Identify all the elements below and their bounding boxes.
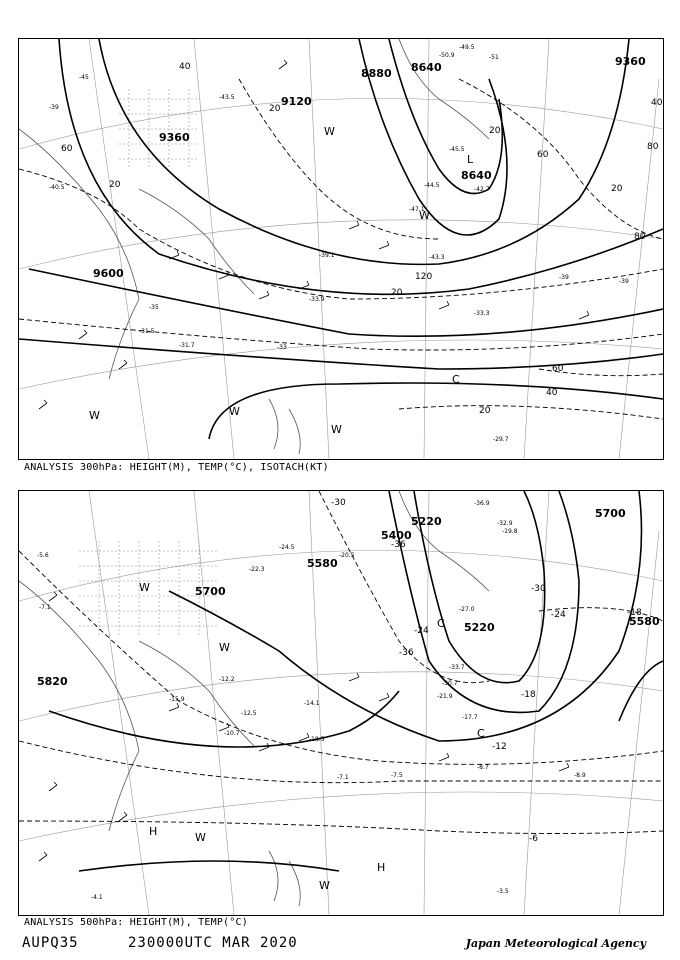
isotherm-label: -30 bbox=[531, 584, 546, 594]
isotach-label: 80 bbox=[634, 232, 646, 242]
obs-temp: -33 bbox=[277, 344, 287, 351]
obs-temp: -12.5 bbox=[241, 710, 257, 717]
obs-temp: -32.9 bbox=[497, 520, 513, 527]
isotach-label: 60 bbox=[537, 150, 549, 160]
obs-temp: -15.9 bbox=[169, 696, 185, 703]
warm-symbol: W bbox=[219, 641, 230, 654]
height-contours bbox=[49, 491, 663, 871]
warm-symbol: W bbox=[331, 423, 342, 436]
obs-temp: -20.5 bbox=[339, 552, 355, 559]
height-label: 9600 bbox=[93, 267, 124, 280]
isotach-label: 80 bbox=[647, 142, 659, 152]
height-label: 8640 bbox=[411, 61, 442, 74]
height-label: 9360 bbox=[615, 55, 646, 68]
obs-temp: -29.7 bbox=[493, 436, 509, 443]
obs-temp: -17.7 bbox=[462, 714, 478, 721]
obs-temp: -4.1 bbox=[91, 894, 103, 901]
obs-temp: -39.1 bbox=[319, 252, 335, 259]
high-center-symbol: H bbox=[149, 825, 158, 838]
height-label: 5580 bbox=[307, 557, 338, 570]
height-labels bbox=[37, 507, 660, 688]
map-500hpa-svg bbox=[19, 491, 663, 915]
isotach-contours bbox=[19, 79, 663, 419]
isotherm-label: -18 bbox=[627, 608, 642, 618]
isotach-label: 40 bbox=[651, 98, 663, 108]
obs-temp: -47.1 bbox=[409, 206, 425, 213]
obs-temp: -30.7 bbox=[442, 680, 458, 687]
obs-temp: -51 bbox=[489, 54, 499, 61]
isotach-label: 20 bbox=[391, 288, 403, 298]
height-label: 5220 bbox=[464, 621, 495, 634]
height-label: 9360 bbox=[159, 131, 190, 144]
height-label: 5580 bbox=[629, 615, 660, 628]
coastlines bbox=[19, 491, 489, 906]
obs-temp: -31.5 bbox=[139, 328, 155, 335]
warm-symbol: W bbox=[89, 409, 100, 422]
height-labels bbox=[93, 55, 646, 280]
obs-temp: -18.5 bbox=[309, 736, 325, 743]
height-label: 5700 bbox=[595, 507, 626, 520]
isotach-label: 60 bbox=[552, 364, 564, 374]
height-label: 5220 bbox=[411, 515, 442, 528]
obs-temp: -45 bbox=[79, 74, 89, 81]
obs-temp: -42.7 bbox=[474, 186, 490, 193]
warm-symbol: W bbox=[139, 581, 150, 594]
isotherm-label: -18 bbox=[521, 690, 536, 700]
obs-temp: -24.5 bbox=[279, 544, 295, 551]
low-center-symbol: L bbox=[467, 153, 474, 166]
isotherm-contours bbox=[19, 491, 663, 834]
wind-barbs bbox=[39, 60, 589, 409]
warm-symbol: W bbox=[195, 831, 206, 844]
map-panel-500hpa bbox=[18, 490, 664, 916]
obs-temp: -8.7 bbox=[477, 764, 489, 771]
obs-temp: -12.2 bbox=[219, 676, 235, 683]
obs-temp: -22.3 bbox=[249, 566, 265, 573]
obs-temp: -3.5 bbox=[497, 888, 509, 895]
jet-hatch-area bbox=[119, 89, 199, 169]
height-label: 5820 bbox=[37, 675, 68, 688]
isotach-label: 20 bbox=[479, 406, 491, 416]
isotherm-label: -36 bbox=[391, 540, 406, 550]
isotach-labels bbox=[61, 62, 663, 416]
map-300hpa-svg bbox=[19, 39, 663, 459]
obs-temp: -7.1 bbox=[337, 774, 349, 781]
obs-temp: -5.6 bbox=[37, 552, 49, 559]
chart-code: AUPQ35 bbox=[22, 935, 79, 951]
obs-temp: -39 bbox=[619, 278, 629, 285]
obs-temp: -39 bbox=[559, 274, 569, 281]
obs-temp: -39 bbox=[49, 104, 59, 111]
valid-time: 230000UTC MAR 2020 bbox=[128, 935, 298, 951]
height-label: 5400 bbox=[381, 529, 412, 542]
isotach-label: 20 bbox=[611, 184, 623, 194]
obs-temp: -14.1 bbox=[304, 700, 320, 707]
obs-temp: -50.9 bbox=[439, 52, 455, 59]
height-label: 8640 bbox=[461, 169, 492, 182]
isotach-label: 120 bbox=[415, 272, 433, 282]
cold-symbol: C bbox=[437, 617, 445, 630]
obs-temp: -33.9 bbox=[309, 296, 325, 303]
obs-temp: -44.5 bbox=[424, 182, 440, 189]
graticule-lines bbox=[19, 39, 663, 459]
isotherm-label: -36 bbox=[399, 648, 414, 658]
isotherm-label: -30 bbox=[331, 498, 346, 508]
obs-temp: -43.5 bbox=[219, 94, 235, 101]
obs-temp: -7.5 bbox=[391, 772, 403, 779]
warm-symbol: W bbox=[229, 405, 240, 418]
obs-temp: -31.7 bbox=[179, 342, 195, 349]
caption-500hpa: ANALYSIS 500hPa: HEIGHT(M), TEMP(°C) bbox=[24, 917, 248, 928]
map-panel-300hpa bbox=[18, 38, 664, 460]
cold-symbol: C bbox=[452, 373, 460, 386]
isotherm-label: -12 bbox=[492, 742, 507, 752]
isotach-label: 40 bbox=[179, 62, 191, 72]
obs-temp: -8.9 bbox=[574, 772, 586, 779]
isotherm-label: -6 bbox=[529, 834, 538, 844]
caption-300hpa: ANALYSIS 300hPa: HEIGHT(M), TEMP(°C), ISOTACH(KT) bbox=[24, 462, 329, 473]
isotach-label: 20 bbox=[109, 180, 121, 190]
obs-temp: -7.1 bbox=[39, 604, 51, 611]
obs-temp: -35 bbox=[149, 304, 159, 311]
isotach-label: 20 bbox=[269, 104, 281, 114]
obs-temp: -40.5 bbox=[49, 184, 65, 191]
isotherm-label: -24 bbox=[414, 626, 429, 636]
isotach-label: 20 bbox=[489, 126, 501, 136]
obs-temp: -43.3 bbox=[429, 254, 445, 261]
obs-temp: -19.8 bbox=[502, 528, 518, 535]
agency-name: Japan Meteorological Agency bbox=[465, 937, 646, 950]
cold-symbol: C bbox=[477, 727, 485, 740]
obs-temp: -21.9 bbox=[437, 693, 453, 700]
isotach-label: 60 bbox=[61, 144, 73, 154]
high-center-symbol: H bbox=[377, 861, 386, 874]
warm-symbol: W bbox=[419, 209, 430, 222]
observation-labels bbox=[49, 44, 629, 443]
isotherm-label: -24 bbox=[551, 610, 566, 620]
isotach-label: 40 bbox=[546, 388, 558, 398]
obs-temp: -49.5 bbox=[459, 44, 475, 51]
obs-temp: -33.3 bbox=[474, 310, 490, 317]
obs-temp: -33.7 bbox=[449, 664, 465, 671]
coastlines bbox=[19, 39, 489, 454]
height-label: 8880 bbox=[361, 67, 392, 80]
obs-temp: -27.0 bbox=[459, 606, 475, 613]
height-label: 9120 bbox=[281, 95, 312, 108]
obs-temp: -45.5 bbox=[449, 146, 465, 153]
height-label: 5700 bbox=[195, 585, 226, 598]
obs-temp: -10.7 bbox=[224, 730, 240, 737]
warm-symbol: W bbox=[319, 879, 330, 892]
obs-temp: -36.9 bbox=[474, 500, 490, 507]
warm-symbol: W bbox=[324, 125, 335, 138]
